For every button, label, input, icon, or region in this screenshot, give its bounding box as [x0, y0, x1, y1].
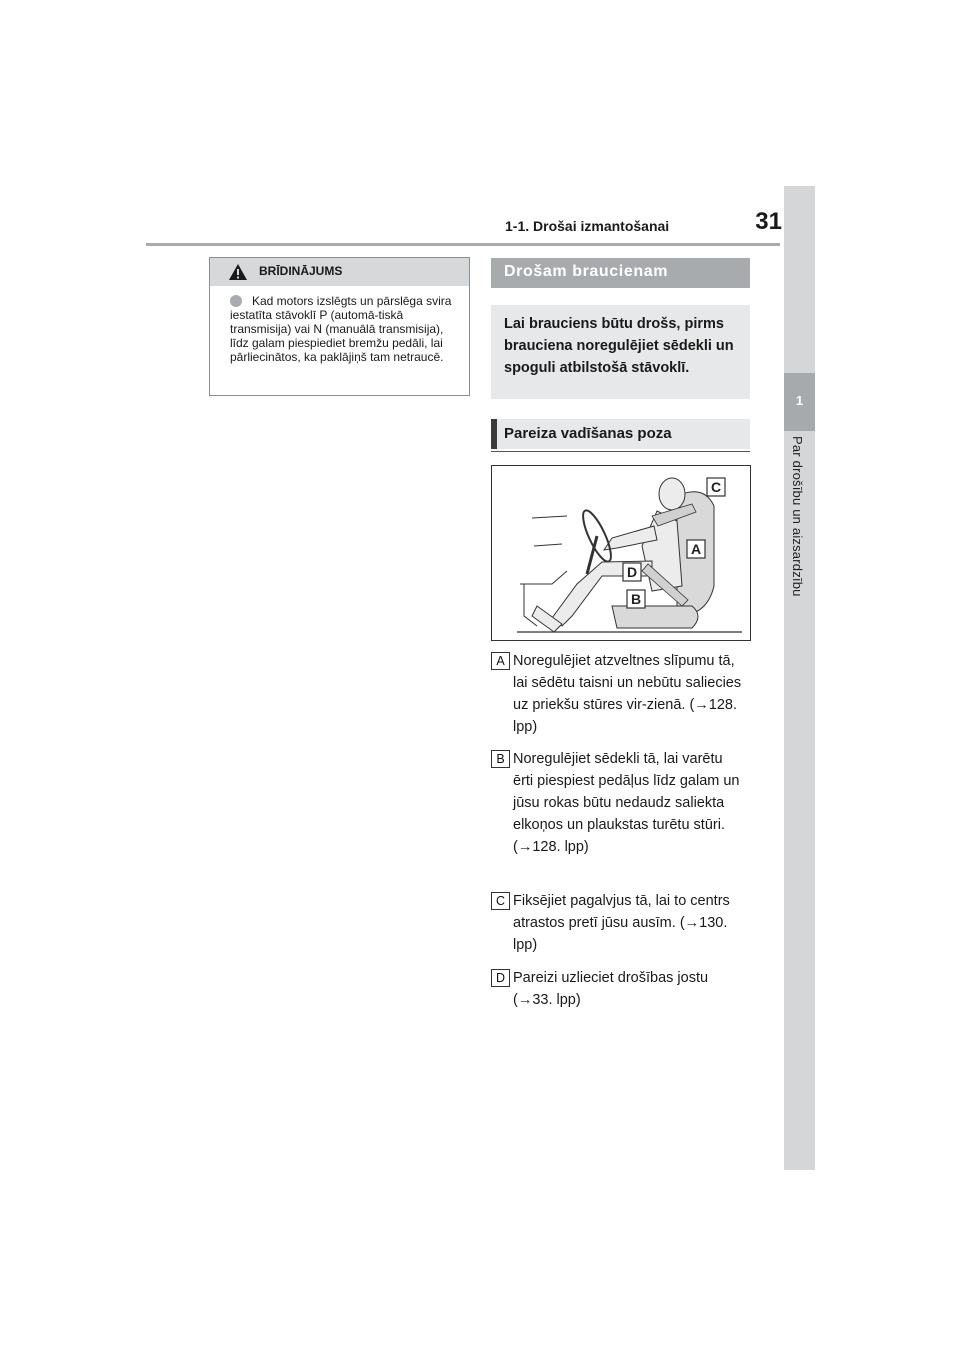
item-marker: C: [491, 892, 510, 910]
driving-posture-illustration: [491, 465, 751, 641]
item-marker: B: [491, 750, 510, 768]
intro-text: Lai brauciens būtu drošs, pirms brauciena noregulējiet sēdekli un spoguli atbilstošā stāvoklī.: [504, 316, 734, 376]
item-marker: D: [491, 969, 510, 987]
warning-title: BRĪDINĀJUMS: [259, 264, 343, 278]
warning-item: [230, 294, 459, 364]
instruction-item-d: [491, 967, 751, 1011]
instruction-item-b: [491, 748, 751, 858]
chapter-title: Par drošību un aizsardzību: [790, 436, 805, 597]
figure-label-c: C: [710, 479, 722, 495]
chapter-number: 1: [795, 393, 804, 408]
figure-label-d: D: [626, 564, 638, 580]
item-text: Noregulējiet atzveltnes slīpumu tā, lai sēdētu taisni un nebūtu saliecies uz priekšu stūres vir-zienā. (→128. lpp): [513, 653, 742, 735]
item-text: Pareizi uzlieciet drošības jostu (→33. lpp): [513, 970, 709, 1008]
intro-box: [491, 305, 750, 399]
section-heading: [491, 258, 750, 288]
subheading: [491, 419, 750, 449]
item-marker: A: [491, 652, 510, 670]
bullet-icon: [230, 295, 242, 307]
subheading-divider: [491, 451, 750, 452]
instruction-item-a: [491, 650, 751, 738]
section-heading-text: Drošam braucienam: [504, 263, 669, 280]
warning-box: [209, 257, 470, 396]
item-text: Fiksējiet pagalvjus tā, lai to centrs atrastos pretī jūsu ausīm. (→130. lpp): [513, 893, 730, 953]
header-divider: [146, 243, 780, 246]
warning-text: Kad motors izslēgts un pārslēga svira iestatīta stāvoklī P (automā-tiskā transmisija) vai N (manuālā transmisija), līdz galam piespiediet bremžu pedāli, lai pārliecinātos, ka paklājiņš tam netraucē.: [230, 294, 452, 364]
warning-header: [210, 258, 469, 286]
section-title: 1-1. Drošai izmantošanai: [505, 218, 670, 234]
warning-triangle-icon: [228, 263, 248, 286]
subheading-text: Pareiza vadīšanas poza: [504, 425, 672, 442]
page-number: 31: [755, 208, 782, 235]
subheading-accent: [491, 419, 497, 449]
figure-label-a: A: [690, 541, 702, 557]
item-text: Noregulējiet sēdekli tā, lai varētu ērti piespiest pedāļus līdz galam un jūsu rokas būtu nedaudz saliekta elkoņos un plaukstas turētu stūri. (→128. lpp): [513, 751, 740, 855]
chapter-side-tab: [784, 186, 815, 1170]
figure-label-b: B: [630, 591, 642, 607]
instruction-item-c: [491, 890, 751, 956]
